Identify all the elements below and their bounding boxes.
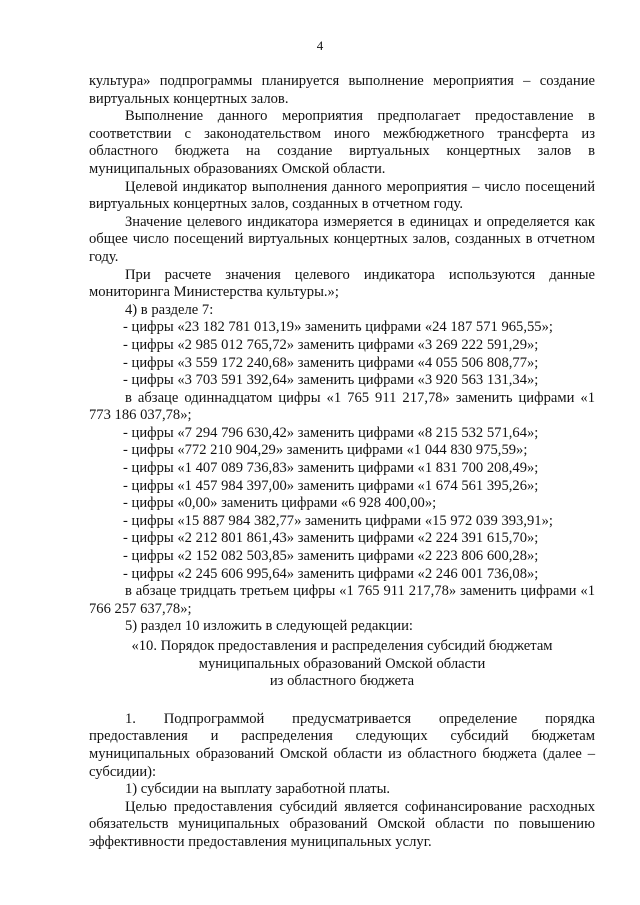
list-item: - цифры «772 210 904,29» заменить цифрами «1 044 830 975,59»; [123, 442, 528, 459]
intro-paragraph-3: Целевой индикатор выполнения данного мероприятия – число посещений виртуальных концертных залов, созданных в отчетном году. [89, 178, 595, 213]
list-item: - цифры «7 294 796 630,42» заменить цифрами «8 215 532 571,64»; [123, 424, 539, 441]
intro-paragraph-1: культура» подпрограммы планируется выполнение мероприятия – создание виртуальных концертных залов. [89, 73, 595, 107]
list-item: - цифры «3 559 172 240,68» заменить цифрами «4 055 506 808,77»; [123, 354, 539, 371]
list-item: - цифры «15 887 984 382,77» заменить цифрами «15 972 039 393,91»; [123, 512, 553, 529]
intro-paragraph-4: Значение целевого индикатора измеряется в единицах и определяется как общее число посещений виртуальных концертных залов, созданных в отчетном году. [89, 213, 595, 265]
section10-title: 5) раздел 10 изложить в следующей редакции: [125, 618, 413, 635]
section-heading-line: муниципальных образований Омской области [198, 655, 486, 672]
list-item: - цифры «2 212 801 861,43» заменить цифрами «2 224 391 615,70»; [123, 530, 539, 547]
section10-paragraph-2: 1) субсидии на выплату заработной платы. [125, 781, 391, 798]
section10-paragraph-1: 1. Подпрограммой предусматривается определение порядка предоставления и распределения следующих субсидий бюджетам муниципальных образований Омской области из областного бюджета (далее – субсидии): [89, 710, 595, 780]
section-heading-line: из областного бюджета [269, 673, 415, 690]
list-item: - цифры «23 182 781 013,19» заменить цифрами «24 187 571 965,55»; [123, 319, 553, 336]
list-item: - цифры «2 985 012 765,72» заменить цифрами «3 269 222 591,29»; [123, 336, 539, 353]
section10-paragraph-3: Целью предоставления субсидий является софинансирование расходных обязательств муниципальных образований Омской области по повышению эффективности предоставления муниципальных услуг. [89, 798, 595, 850]
list-item: - цифры «2 152 082 503,85» заменить цифрами «2 223 806 600,28»; [123, 548, 539, 565]
list-item: - цифры «1 457 984 397,00» заменить цифрами «1 674 561 395,26»; [123, 477, 539, 494]
paragraph-eleventh-abzac: в абзаце одиннадцатом цифры «1 765 911 217,78» заменить цифрами «1 773 186 037,78»; [89, 389, 595, 424]
document-body [89, 73, 595, 852]
section-heading-line: «10. Порядок предоставления и распределения субсидий бюджетам [131, 638, 553, 654]
list-item: - цифры «2 245 606 995,64» заменить цифрами «2 246 001 736,08»; [123, 565, 539, 582]
intro-paragraph-5: При расчете значения целевого индикатора используются данные мониторинга Министерства культуры.»; [89, 266, 595, 301]
page-number: 4 [316, 38, 324, 53]
list-item: - цифры «0,00» заменить цифрами «6 928 400,00»; [123, 495, 437, 512]
list-item: - цифры «1 407 089 736,83» заменить цифрами «1 831 700 208,49»; [123, 460, 539, 477]
section7-title: 4) в разделе 7: [125, 301, 214, 318]
paragraph-thirty-third-abzac: в абзаце тридцать третьем цифры «1 765 911 217,78» заменить цифрами «1 766 257 637,78»; [89, 583, 595, 617]
intro-paragraph-2: Выполнение данного мероприятия предполагает предоставление в соответствии с законодательством иного межбюджетного трансферта из областного бюджета на создание виртуальных концертных залов в муниципальных образованиях Омской области. [89, 108, 595, 177]
list-item: - цифры «3 703 591 392,64» заменить цифрами «3 920 563 131,34»; [123, 372, 539, 389]
